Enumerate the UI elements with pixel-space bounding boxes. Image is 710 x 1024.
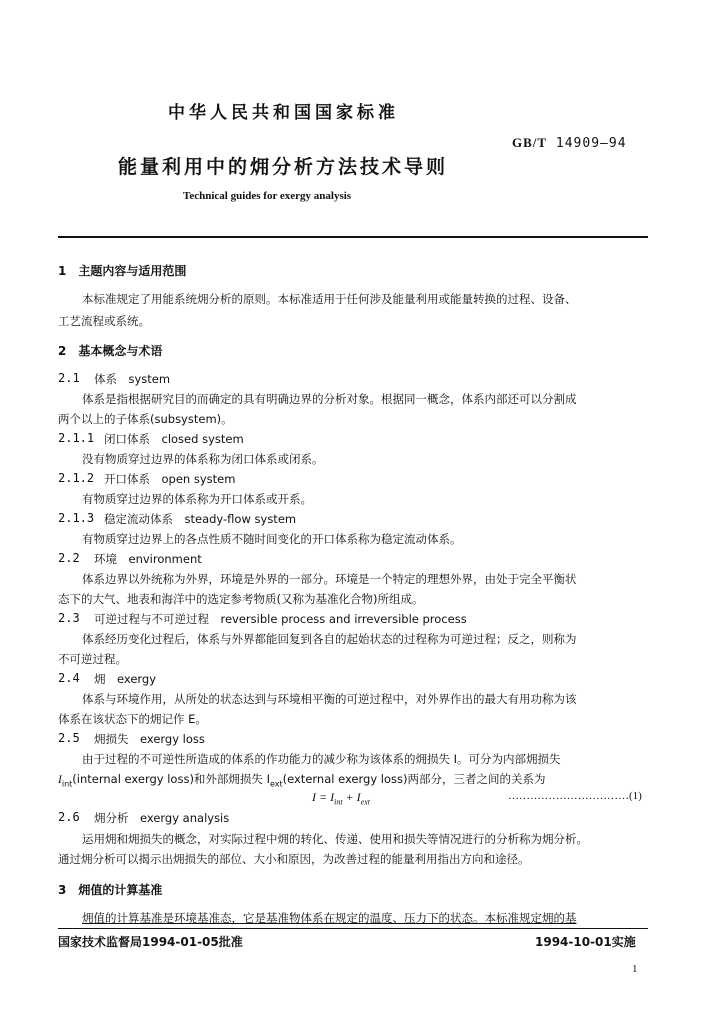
section-1-heading: 1 主题内容与适用范围: [58, 264, 187, 278]
clause-2-5-number: 2.5: [58, 731, 80, 745]
equation-mid: + I: [342, 790, 361, 804]
clause-2-5-line1: 由于过程的不可逆性所造成的体系的作功能力的减少称为该体系的㶲损失 I。可分为内部㶲损失: [82, 752, 561, 766]
equation-number: ……………………………(1): [508, 790, 642, 802]
equation-sub-int: int: [334, 797, 343, 807]
clause-2-1-3-number: 2.1.3: [58, 511, 95, 525]
equation-1: [312, 790, 370, 806]
clause-2-5-term: 㶲损失 exergy loss: [94, 732, 205, 746]
section-3-heading: 3 㶲值的计算基准: [58, 883, 163, 897]
clause-2-6-term: 㶲分析 exergy analysis: [94, 811, 230, 825]
clause-2-3-term: 可逆过程与不可逆过程 reversible process and irreversible process: [94, 612, 467, 626]
clause-2-1-2-term: 开口体系 open system: [104, 472, 236, 486]
document-title-en: Technical guides for exergy analysis: [183, 190, 352, 202]
clause-2-2-line1: 体系边界以外统称为外界，环境是外界的一部分。环境是一个特定的理想外界，由处于完全平衡状: [82, 572, 577, 586]
clause-2-4-term: 㶲 exergy: [94, 672, 157, 686]
clause-2-3-line1: 体系经历变化过程后，体系与外界都能回复到各自的起始状态的过程称为可逆过程；反之，则称为: [82, 632, 577, 646]
section-3-line1: 㶲值的计算基准是环境基准态，它是基准物体系在规定的温度、压力下的状态。本标准规定㶲的基: [82, 911, 577, 925]
clause-2-3-number: 2.3: [58, 611, 80, 625]
standard-code: 14909—94: [555, 136, 627, 151]
clause-2-4-line1: 体系与环境作用，从所处的状态达到与环境相平衡的可逆过程中，对外界作出的最大有用功称为该: [82, 692, 577, 706]
clause-2-1-2-number: 2.1.2: [58, 471, 95, 485]
section-1-para-line1: 本标准规定了用能系统㶲分析的原则。本标准适用于任何涉及能量利用或能量转换的过程、设备、: [82, 292, 577, 306]
standard-number: [512, 135, 627, 151]
clause-2-1-1-line1: 没有物质穿过边界的体系称为闭口体系或闭系。: [82, 452, 324, 466]
subscript-ext: ext: [269, 779, 283, 789]
section-1-para-line2: 工艺流程或系统。: [58, 314, 150, 328]
page-number: 1: [632, 963, 638, 975]
clause-2-1-1-number: 2.1.1: [58, 431, 95, 445]
footer-divider: [58, 928, 648, 929]
clause-2-1-number: 2.1: [58, 371, 80, 385]
clause-2-1-3-term: 稳定流动体系 steady-flow system: [104, 512, 297, 526]
clause-2-6-line1: 运用㶲和㶲损失的概念，对实际过程中㶲的转化、传递、使用和损失等情况进行的分析称为㶲分析。: [82, 832, 588, 846]
standard-prefix: GB/T: [512, 135, 548, 150]
clause-2-3-line2: 不可逆过程。: [58, 652, 127, 666]
clause-2-4-line2: 体系在该状态下的㶲记作 E。: [58, 712, 207, 726]
subscript-int: int: [61, 779, 73, 789]
section-2-heading: 2 基本概念与术语: [58, 344, 163, 358]
symbol-i-int: I: [58, 774, 62, 786]
clause-2-5-line2-mid: (internal exergy loss)和外部㶲损失 I: [72, 772, 270, 786]
clause-2-1-line1: 体系是指根据研究目的而确定的具有明确边界的分析对象。根据同一概念，体系内部还可以分割成: [82, 392, 577, 406]
clause-2-2-line2: 态下的大气、地表和海洋中的选定参考物质(又称为基准化合物)所组成。: [58, 592, 424, 606]
clause-2-1-term: 体系 system: [94, 372, 171, 386]
clause-2-1-1-term: 闭口体系 closed system: [104, 432, 244, 446]
document-title-cn: 能量利用中的㶲分析方法技术导则: [118, 156, 449, 178]
clause-2-6-number: 2.6: [58, 810, 80, 824]
equation-sub-ext: ext: [360, 797, 370, 807]
implementation-date: 1994-10-01实施: [535, 935, 636, 949]
clause-2-2-number: 2.2: [58, 551, 80, 565]
header-divider: [58, 236, 648, 238]
clause-2-2-term: 环境 environment: [94, 552, 202, 566]
organization-header: 中华人民共和国国家标准: [168, 103, 399, 123]
clause-2-4-number: 2.4: [58, 671, 80, 685]
clause-2-1-line2: 两个以上的子体系(subsystem)。: [58, 412, 233, 426]
clause-2-1-2-line1: 有物质穿过边界的体系称为开口体系或开系。: [82, 492, 312, 506]
equation-lhs: I = I: [312, 790, 335, 804]
clause-2-1-3-line1: 有物质穿过边界上的各点性质不随时间变化的开口体系称为稳定流动体系。: [82, 532, 462, 546]
clause-2-5-line2: [58, 771, 546, 788]
approval-date: 国家技术监督局1994-01-05批准: [58, 935, 243, 949]
clause-2-6-line2: 通过㶲分析可以揭示出㶲损失的部位、大小和原因，为改善过程的能量利用指出方向和途径。: [58, 852, 530, 866]
clause-2-5-line2-end: (external exergy loss)两部分，三者之间的关系为: [282, 772, 546, 786]
